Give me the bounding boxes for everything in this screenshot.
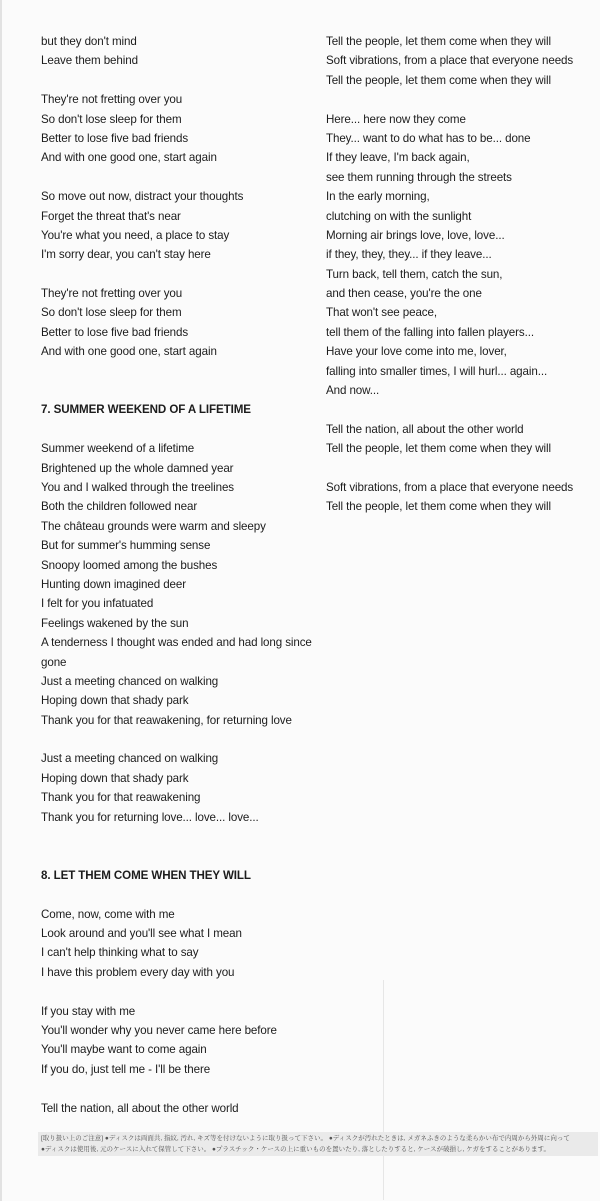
lyric-line: falling into smaller times, I will hurl... again... xyxy=(326,364,548,378)
lyric-line: Hoping down that shady park xyxy=(41,694,189,708)
lyric-line: A tenderness I thought was ended and had long since xyxy=(41,636,312,650)
left-column xyxy=(41,32,311,1118)
lyric-line: Thank you for that reawakening, for returning love xyxy=(41,713,292,727)
lyric-line: Tell the people, let them come when they will xyxy=(326,500,551,514)
lyrics-block xyxy=(41,90,311,168)
lyric-line: So don't lose sleep for them xyxy=(41,112,182,126)
right-column xyxy=(326,32,588,517)
lyrics-block xyxy=(326,32,588,90)
disc-care-notice xyxy=(38,1132,598,1156)
lyric-line: If they leave, I'm back again, xyxy=(326,151,470,165)
lyrics-block xyxy=(41,1099,311,1118)
fold-crease xyxy=(383,980,384,1200)
notice-line: ●ディスクは使用後, 元のケースに入れて保管して下さい。 ●プラスチック・ケースの上に重いものを置いたり, 落としたりすると, ケースが破損し, ケガをすることがあります。 xyxy=(41,1146,550,1153)
lyric-line: I have this problem every day with you xyxy=(41,965,235,979)
lyric-line: gone xyxy=(41,655,67,669)
lyric-line: Snoopy loomed among the bushes xyxy=(41,558,218,572)
lyric-line: Soft vibrations, from a place that everyone needs xyxy=(326,54,574,68)
lyric-line: Better to lose five bad friends xyxy=(41,325,189,339)
lyric-line: Forget the threat that's near xyxy=(41,209,181,223)
lyric-line: Thank you for returning love... love... love... xyxy=(41,810,259,824)
song-title: 7. SUMMER WEEKEND OF A LIFETIME xyxy=(41,403,251,417)
lyric-line: So move out now, distract your thoughts xyxy=(41,190,244,204)
lyric-line: Thank you for that reawakening xyxy=(41,791,201,805)
lyric-line: Come, now, come with me xyxy=(41,907,175,921)
lyric-line: Summer weekend of a lifetime xyxy=(41,442,195,456)
lyrics-block xyxy=(41,1002,311,1080)
lyrics-block xyxy=(41,749,311,827)
lyric-line: They're not fretting over you xyxy=(41,93,183,107)
lyric-line: Hunting down imagined deer xyxy=(41,577,186,591)
lyric-line: But for summer's humming sense xyxy=(41,539,211,553)
lyric-line: Tell the people, let them come when they will xyxy=(326,73,551,87)
lyrics-block xyxy=(41,439,311,730)
lyric-line: Have your love come into me, lover, xyxy=(326,345,507,359)
lyric-line: You'll wonder why you never came here before xyxy=(41,1023,277,1037)
notice-line: [取り扱い上のご注意] ●ディスクは両面共, 指紋, 汚れ, キズ等を付けないように取り扱って下さい。 ●ディスクが汚れたときは, メガネふきのような柔らかい布で内周から外周に向って xyxy=(41,1135,570,1142)
lyric-line: tell them of the falling into fallen players... xyxy=(326,325,534,339)
lyrics-block xyxy=(326,478,588,517)
lyric-line: Leave them behind xyxy=(41,54,138,68)
lyrics-block xyxy=(326,110,588,401)
lyric-line: Brightened up the whole damned year xyxy=(41,461,234,475)
lyric-line: Tell the nation, all about the other world xyxy=(41,1101,239,1115)
lyric-line: And with one good one, start again xyxy=(41,151,217,165)
lyric-line: Turn back, tell them, catch the sun, xyxy=(326,267,503,281)
lyric-line: You and I walked through the treelines xyxy=(41,481,235,494)
lyric-line: In the early morning, xyxy=(326,190,430,204)
lyric-line: Look around and you'll see what I mean xyxy=(41,927,242,940)
lyric-line: They... want to do what has to be... done xyxy=(326,131,531,145)
lyric-line: Soft vibrations, from a place that everyone needs xyxy=(326,480,574,494)
lyric-line: You're what you need, a place to stay xyxy=(41,228,230,242)
lyric-line: Just a meeting chanced on walking xyxy=(41,674,219,688)
lyric-line: Just a meeting chanced on walking xyxy=(41,752,219,766)
lyric-line: They're not fretting over you xyxy=(41,287,183,301)
lyrics-block xyxy=(41,284,311,362)
lyric-line: So don't lose sleep for them xyxy=(41,306,182,320)
lyric-line: If you stay with me xyxy=(41,1004,136,1018)
lyric-line: see them running through the streets xyxy=(326,170,512,184)
lyric-line: I'm sorry dear, you can't stay here xyxy=(41,248,211,262)
lyric-line: Hoping down that shady park xyxy=(41,771,189,785)
lyric-line: And with one good one, start again xyxy=(41,345,217,359)
lyric-line: That won't see peace, xyxy=(326,306,437,320)
page-edge xyxy=(0,0,2,1201)
lyric-line: but they don't mind xyxy=(41,35,137,48)
lyric-line: Here... here now they come xyxy=(326,112,466,126)
lyrics-block xyxy=(326,420,588,459)
lyrics-block xyxy=(41,32,311,71)
lyric-line: if they, they, they... if they leave... xyxy=(326,248,492,262)
lyric-line: Tell the nation, all about the other world xyxy=(326,422,524,436)
lyric-line: Tell the people, let them come when they will xyxy=(326,442,551,456)
lyric-line: You'll maybe want to come again xyxy=(41,1043,207,1057)
lyric-line: If you do, just tell me - I'll be there xyxy=(41,1062,211,1076)
lyrics-block xyxy=(41,905,311,983)
lyric-line: and then cease, you're the one xyxy=(326,287,482,301)
lyric-line: I can't help thinking what to say xyxy=(41,946,199,960)
lyric-line: And now... xyxy=(326,384,380,398)
lyric-line: Tell the people, let them come when they will xyxy=(326,35,551,48)
lyric-line: I felt for you infatuated xyxy=(41,597,154,611)
lyric-line: Both the children followed near xyxy=(41,500,198,514)
lyric-line: Feelings wakened by the sun xyxy=(41,616,189,630)
lyrics-block xyxy=(41,187,311,265)
lyric-line: Morning air brings love, love, love... xyxy=(326,228,505,242)
lyric-line: clutching on with the sunlight xyxy=(326,209,472,223)
song-title: 8. LET THEM COME WHEN THEY WILL xyxy=(41,868,251,882)
lyric-line: The château grounds were warm and sleepy xyxy=(41,519,266,533)
lyric-line: Better to lose five bad friends xyxy=(41,131,189,145)
